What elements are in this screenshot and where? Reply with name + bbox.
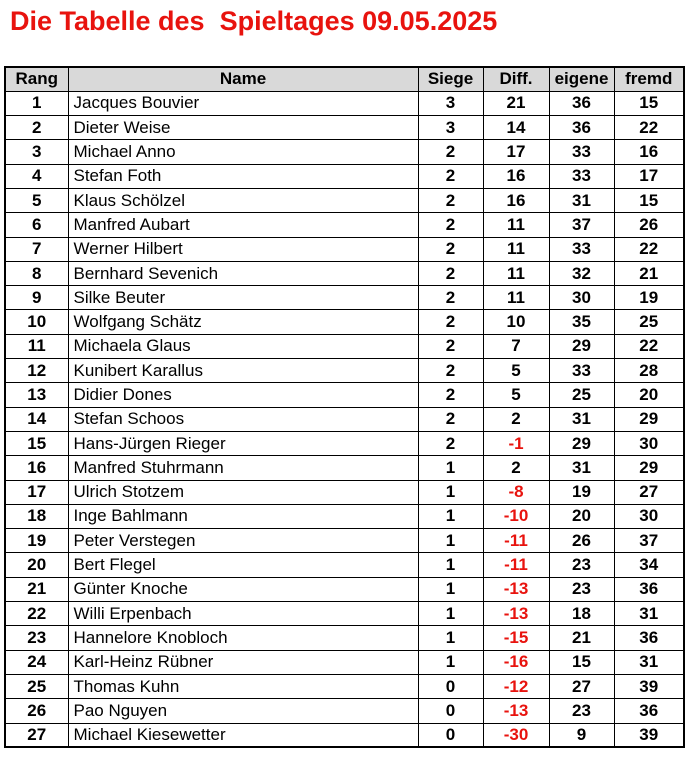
cell-name: Klaus Schölzel [68, 188, 418, 212]
cell-rang: 19 [5, 529, 68, 553]
cell-eigene: 29 [549, 334, 614, 358]
cell-fremd: 37 [614, 529, 684, 553]
cell-diff: -8 [483, 480, 549, 504]
cell-fremd: 39 [614, 674, 684, 698]
cell-eigene: 33 [549, 359, 614, 383]
cell-rang: 16 [5, 456, 68, 480]
cell-diff: -10 [483, 504, 549, 528]
cell-diff: 16 [483, 164, 549, 188]
table-row [5, 650, 684, 674]
cell-rang: 24 [5, 650, 68, 674]
cell-siege: 2 [418, 286, 483, 310]
cell-eigene: 19 [549, 480, 614, 504]
cell-name: Wolfgang Schätz [68, 310, 418, 334]
cell-eigene: 33 [549, 140, 614, 164]
table-row [5, 261, 684, 285]
cell-eigene: 26 [549, 529, 614, 553]
table-row [5, 237, 684, 261]
cell-eigene: 33 [549, 164, 614, 188]
cell-diff: 5 [483, 383, 549, 407]
header-name: Name [68, 67, 418, 91]
cell-eigene: 21 [549, 626, 614, 650]
cell-eigene: 36 [549, 116, 614, 140]
table-row [5, 334, 684, 358]
cell-name: Dieter Weise [68, 116, 418, 140]
cell-rang: 10 [5, 310, 68, 334]
cell-fremd: 15 [614, 188, 684, 212]
cell-diff: 11 [483, 286, 549, 310]
cell-fremd: 31 [614, 650, 684, 674]
cell-diff: -1 [483, 431, 549, 455]
cell-siege: 1 [418, 504, 483, 528]
cell-rang: 8 [5, 261, 68, 285]
cell-fremd: 15 [614, 91, 684, 115]
cell-fremd: 26 [614, 213, 684, 237]
cell-eigene: 30 [549, 286, 614, 310]
cell-name: Peter Verstegen [68, 529, 418, 553]
cell-diff: -13 [483, 577, 549, 601]
cell-siege: 2 [418, 237, 483, 261]
cell-eigene: 31 [549, 456, 614, 480]
cell-siege: 1 [418, 602, 483, 626]
cell-diff: 5 [483, 359, 549, 383]
cell-eigene: 35 [549, 310, 614, 334]
cell-siege: 2 [418, 383, 483, 407]
table-row [5, 553, 684, 577]
cell-siege: 1 [418, 553, 483, 577]
cell-fremd: 22 [614, 237, 684, 261]
cell-name: Thomas Kuhn [68, 674, 418, 698]
cell-diff: 2 [483, 407, 549, 431]
cell-diff: -13 [483, 602, 549, 626]
cell-rang: 27 [5, 723, 68, 747]
cell-rang: 4 [5, 164, 68, 188]
table-row [5, 480, 684, 504]
cell-fremd: 16 [614, 140, 684, 164]
table-row [5, 699, 684, 723]
cell-siege: 1 [418, 577, 483, 601]
table-row [5, 674, 684, 698]
cell-rang: 1 [5, 91, 68, 115]
cell-name: Willi Erpenbach [68, 602, 418, 626]
cell-rang: 15 [5, 431, 68, 455]
cell-fremd: 17 [614, 164, 684, 188]
cell-eigene: 23 [549, 577, 614, 601]
table-row [5, 723, 684, 747]
cell-siege: 1 [418, 480, 483, 504]
cell-diff: 2 [483, 456, 549, 480]
cell-name: Hannelore Knobloch [68, 626, 418, 650]
cell-name: Stefan Foth [68, 164, 418, 188]
cell-siege: 1 [418, 456, 483, 480]
cell-name: Karl-Heinz Rübner [68, 650, 418, 674]
cell-rang: 17 [5, 480, 68, 504]
cell-diff: -13 [483, 699, 549, 723]
cell-rang: 25 [5, 674, 68, 698]
table-row [5, 213, 684, 237]
cell-fremd: 39 [614, 723, 684, 747]
cell-fremd: 30 [614, 431, 684, 455]
table-row [5, 188, 684, 212]
cell-diff: 7 [483, 334, 549, 358]
cell-name: Werner Hilbert [68, 237, 418, 261]
cell-name: Michaela Glaus [68, 334, 418, 358]
table-row [5, 116, 684, 140]
cell-name: Michael Kiesewetter [68, 723, 418, 747]
cell-siege: 2 [418, 261, 483, 285]
cell-rang: 9 [5, 286, 68, 310]
cell-diff: -30 [483, 723, 549, 747]
cell-fremd: 34 [614, 553, 684, 577]
cell-fremd: 31 [614, 602, 684, 626]
cell-name: Silke Beuter [68, 286, 418, 310]
cell-diff: 10 [483, 310, 549, 334]
cell-diff: 16 [483, 188, 549, 212]
table-row [5, 626, 684, 650]
cell-diff: -11 [483, 529, 549, 553]
table-row [5, 456, 684, 480]
cell-rang: 22 [5, 602, 68, 626]
cell-diff: 11 [483, 237, 549, 261]
cell-name: Günter Knoche [68, 577, 418, 601]
cell-fremd: 36 [614, 577, 684, 601]
header-eigene: eigene [549, 67, 614, 91]
cell-siege: 0 [418, 674, 483, 698]
cell-fremd: 19 [614, 286, 684, 310]
cell-fremd: 25 [614, 310, 684, 334]
table-row [5, 140, 684, 164]
cell-name: Hans-Jürgen Rieger [68, 431, 418, 455]
header-fremd: fremd [614, 67, 684, 91]
cell-fremd: 29 [614, 407, 684, 431]
cell-fremd: 28 [614, 359, 684, 383]
cell-rang: 6 [5, 213, 68, 237]
cell-name: Michael Anno [68, 140, 418, 164]
cell-rang: 26 [5, 699, 68, 723]
table-row [5, 310, 684, 334]
cell-siege: 0 [418, 699, 483, 723]
table-row [5, 407, 684, 431]
cell-name: Inge Bahlmann [68, 504, 418, 528]
cell-fremd: 29 [614, 456, 684, 480]
cell-diff: -11 [483, 553, 549, 577]
cell-fremd: 36 [614, 626, 684, 650]
cell-name: Manfred Aubart [68, 213, 418, 237]
cell-siege: 1 [418, 626, 483, 650]
cell-rang: 14 [5, 407, 68, 431]
table-row [5, 286, 684, 310]
cell-diff: 14 [483, 116, 549, 140]
header-rang: Rang [5, 67, 68, 91]
cell-name: Pao Nguyen [68, 699, 418, 723]
cell-fremd: 21 [614, 261, 684, 285]
cell-fremd: 30 [614, 504, 684, 528]
table-body [5, 91, 684, 747]
table-row [5, 164, 684, 188]
table-row [5, 91, 684, 115]
cell-siege: 1 [418, 650, 483, 674]
cell-fremd: 27 [614, 480, 684, 504]
table-row [5, 602, 684, 626]
cell-diff: 11 [483, 261, 549, 285]
cell-eigene: 33 [549, 237, 614, 261]
header-diff: Diff. [483, 67, 549, 91]
table-row [5, 359, 684, 383]
cell-eigene: 36 [549, 91, 614, 115]
cell-rang: 18 [5, 504, 68, 528]
cell-siege: 2 [418, 334, 483, 358]
cell-eigene: 23 [549, 699, 614, 723]
cell-eigene: 9 [549, 723, 614, 747]
page-title: Die Tabelle des Spieltages 09.05.2025 [10, 6, 498, 36]
cell-rang: 20 [5, 553, 68, 577]
table-row [5, 383, 684, 407]
cell-eigene: 20 [549, 504, 614, 528]
cell-fremd: 20 [614, 383, 684, 407]
cell-diff: -15 [483, 626, 549, 650]
cell-eigene: 23 [549, 553, 614, 577]
cell-eigene: 37 [549, 213, 614, 237]
cell-siege: 2 [418, 407, 483, 431]
cell-diff: 17 [483, 140, 549, 164]
cell-eigene: 29 [549, 431, 614, 455]
cell-eigene: 31 [549, 407, 614, 431]
cell-name: Stefan Schoos [68, 407, 418, 431]
cell-siege: 2 [418, 140, 483, 164]
table-row [5, 504, 684, 528]
cell-rang: 3 [5, 140, 68, 164]
cell-name: Jacques Bouvier [68, 91, 418, 115]
cell-rang: 13 [5, 383, 68, 407]
cell-siege: 3 [418, 91, 483, 115]
cell-eigene: 18 [549, 602, 614, 626]
cell-rang: 5 [5, 188, 68, 212]
table-row [5, 577, 684, 601]
cell-siege: 3 [418, 116, 483, 140]
cell-eigene: 31 [549, 188, 614, 212]
cell-name: Didier Dones [68, 383, 418, 407]
cell-diff: 11 [483, 213, 549, 237]
cell-fremd: 22 [614, 334, 684, 358]
cell-fremd: 36 [614, 699, 684, 723]
cell-name: Bert Flegel [68, 553, 418, 577]
table-row [5, 529, 684, 553]
cell-siege: 1 [418, 529, 483, 553]
table-header-row [5, 67, 684, 91]
cell-siege: 2 [418, 213, 483, 237]
cell-diff: -12 [483, 674, 549, 698]
cell-rang: 12 [5, 359, 68, 383]
cell-eigene: 27 [549, 674, 614, 698]
table-row [5, 431, 684, 455]
cell-siege: 0 [418, 723, 483, 747]
cell-rang: 21 [5, 577, 68, 601]
cell-eigene: 15 [549, 650, 614, 674]
cell-rang: 23 [5, 626, 68, 650]
cell-siege: 2 [418, 310, 483, 334]
header-siege: Siege [418, 67, 483, 91]
standings-table [4, 66, 685, 748]
cell-siege: 2 [418, 359, 483, 383]
cell-eigene: 32 [549, 261, 614, 285]
cell-siege: 2 [418, 164, 483, 188]
cell-name: Kunibert Karallus [68, 359, 418, 383]
cell-siege: 2 [418, 431, 483, 455]
cell-rang: 7 [5, 237, 68, 261]
cell-siege: 2 [418, 188, 483, 212]
cell-name: Ulrich Stotzem [68, 480, 418, 504]
cell-eigene: 25 [549, 383, 614, 407]
cell-name: Bernhard Sevenich [68, 261, 418, 285]
cell-diff: 21 [483, 91, 549, 115]
cell-diff: -16 [483, 650, 549, 674]
cell-fremd: 22 [614, 116, 684, 140]
cell-rang: 2 [5, 116, 68, 140]
cell-rang: 11 [5, 334, 68, 358]
cell-name: Manfred Stuhrmann [68, 456, 418, 480]
